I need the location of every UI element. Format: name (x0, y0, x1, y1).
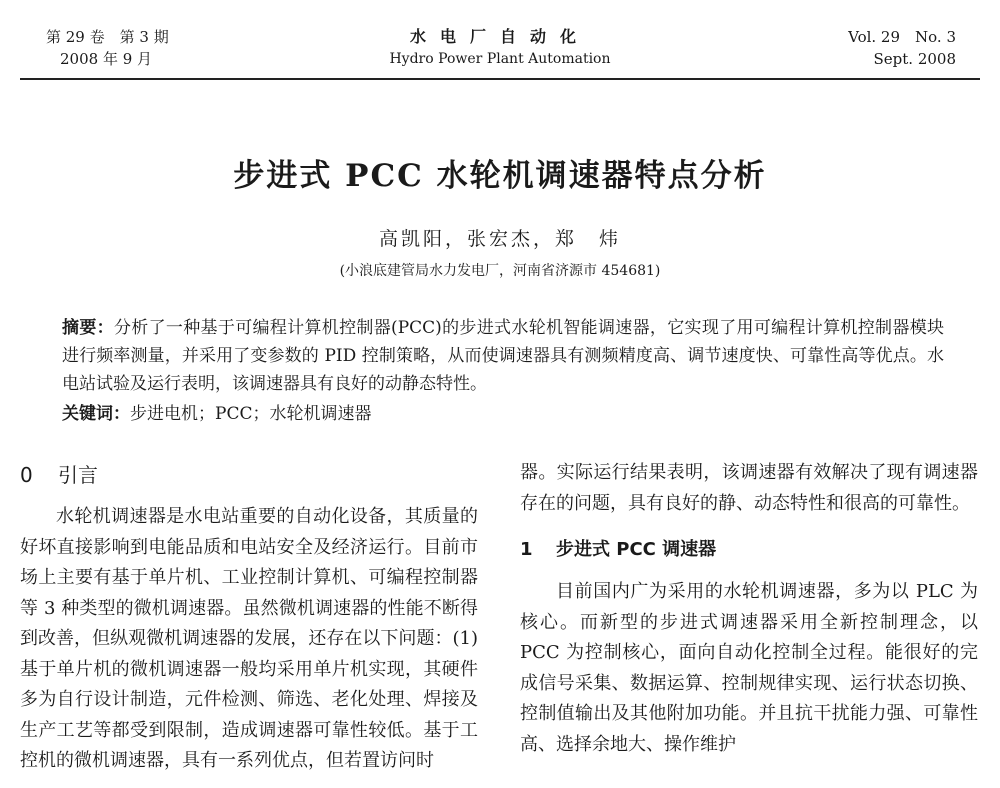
section-1-title: 步进式 PCC 调速器 (556, 539, 717, 560)
section-0-heading (20, 458, 478, 492)
keywords-label: 关键词： (62, 404, 130, 424)
section-1-heading (520, 533, 978, 567)
journal-name-en: Hydro Power Plant Automation (389, 51, 611, 67)
left-column (20, 458, 478, 777)
section-0-number: 0 (20, 463, 33, 487)
journal-name-cn: 水电厂自动化 (409, 27, 590, 46)
section-1-number: 1 (520, 539, 533, 560)
abstract (62, 314, 944, 398)
section-0-text: 水轮机调速器是水电站重要的自动化设备，其质量的好坏直接影响到电能品质和电站安全及经济运行。目前市场上主要有基于单片机、工业控制计算机、可编程控制器等 3 种类型的微机调速器。虽然微机调速器的性能不断得到改善，但纵观微机调速器的发展，还存在以下问题：(1)基于单片机的微机调速器一般均采用单片机实现，其硬件多为自行设计制造，元件检测、筛选、老化处理、焊接及生产工艺等都受到限制，造成调速器可靠性较低。基于工控机的微机调速器，具有一系列优点，但若置访问时 (20, 506, 478, 771)
keywords (62, 400, 371, 428)
right-column (520, 458, 978, 760)
section-1-text: 目前国内广为采用的水轮机调速器，多为以 PLC 为核心。而新型的步进式调速器采用全新控制理念，以 PCC 为控制核心，面向自动化控制全过程。能很好的完成信号采集、数据运算、控制规律实现、运行状态切换、控制值输出及其他附加功能。并且抗干扰能力强、可靠性高、选择余地大、操作维护 (520, 581, 978, 755)
header-rule (20, 78, 980, 80)
section-0-title: 引言 (58, 463, 98, 487)
volume-issue: 第 29 卷 第 3 期 (46, 28, 169, 46)
date-en: Sept. 2008 (873, 50, 956, 68)
paper-title: 步进式 PCC 水轮机调速器特点分析 (233, 158, 767, 194)
date-cn: 2008 年 9 月 (60, 50, 153, 68)
paper-authors: 高凯阳，张宏杰，郑 炜 (378, 228, 621, 250)
abstract-text: 分析了一种基于可编程计算机控制器(PCC)的步进式水轮机智能调速器，它实现了用可编程计算机控制器模块进行频率测量，并采用了变参数的 PID 控制策略，从而使调速器具有测频精度高、调节速度快、可靠性高等优点。水电站试验及运行表明，该调速器具有良好的动静态特性。 (62, 318, 945, 394)
keywords-text: 步进电机；PCC；水轮机调速器 (130, 404, 372, 424)
paper-affiliation: (小浪底建管局水力发电厂，河南省济源市 454681) (339, 263, 661, 279)
continuation-text: 器。实际运行结果表明，该调速器有效解决了现有调速器存在的问题，具有良好的静、动态特性和很高的可靠性。 (520, 462, 978, 514)
journal-volume-en (848, 26, 956, 70)
volume-en: Vol. 29 No. 3 (848, 28, 956, 46)
abstract-label: 摘要： (62, 318, 114, 338)
